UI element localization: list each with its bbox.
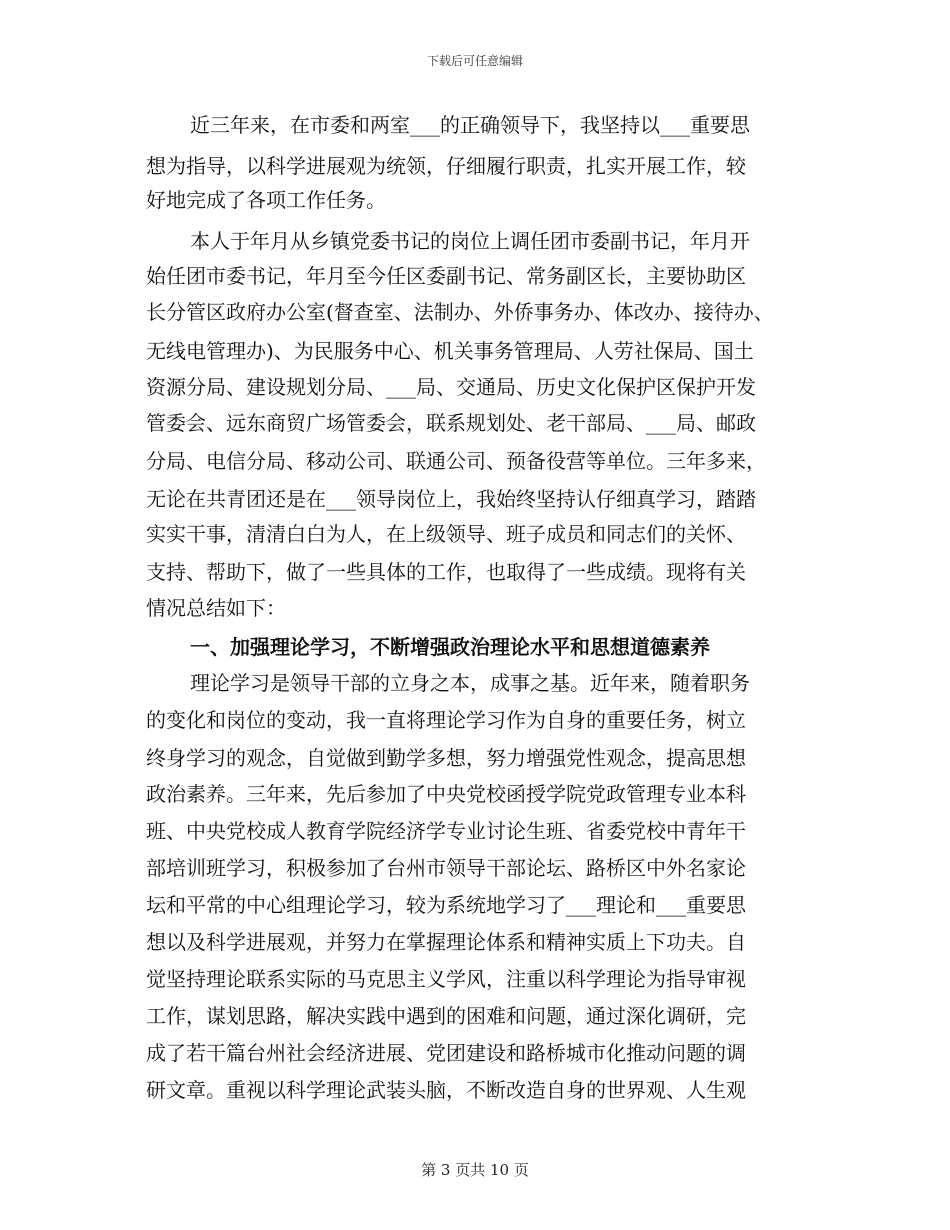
body-line: 终身学习的观念，自觉做到勤学多想，努力增强党性观念，提高思想: [146, 746, 746, 770]
body-line: 实实干事，清清白白为人，在上级领导、班子成员和同志们的关怀、: [146, 522, 746, 546]
body-line: 班、中央党校成人教育学院经济学专业讨论生班、省委党校中青年干: [146, 819, 746, 843]
body-line: 想为指导，以科学进展观为统领，仔细履行职责，扎实开展工作，较: [146, 154, 746, 178]
body-line: 部培训班学习，积极参加了台州市领导干部论坛、路桥区中外名家论: [146, 856, 746, 880]
body-line: 的变化和岗位的变动，我一直将理论学习作为自身的重要任务，树立: [146, 708, 746, 732]
body-line: 支持、帮助下，做了一些具体的工作，也取得了一些成绩。现将有关: [146, 560, 746, 584]
body-line: 分局、电信分局、移动公司、联通公司、预备役营等单位。三年多来，: [146, 449, 766, 473]
body-line: 好地完成了各项工作任务。: [146, 188, 386, 212]
body-line: 无线电管理办)、为民服务中心、机关事务管理局、人劳社保局、国土: [146, 339, 754, 363]
body-line: 工作，谋划思路，解决实践中遇到的困难和问题，通过深化调研，完: [146, 1004, 746, 1028]
body-line: 始任团市委书记，年月至今任区委副书记、常务副区长，主要协助区: [146, 264, 746, 288]
body-line: 政治素养。三年来，先后参加了中央党校函授学院党政管理专业本科: [146, 782, 746, 806]
body-line: 无论在共青团还是在___领导岗位上，我始终坚持认仔细真学习，踏踏: [146, 487, 756, 511]
body-line: 理论学习是领导干部的立身之本，成事之基。近年来，随着职务: [190, 671, 750, 695]
section-heading: 一、加强理论学习，不断增强政治理论水平和思想道德素养: [190, 635, 710, 659]
body-line: 管委会、远东商贸广场管委会，联系规划处、老干部局、___局、邮政: [146, 411, 756, 435]
body-line: 长分管区政府办公室(督查室、法制办、外侨事务办、体改办、接待办、: [146, 300, 774, 324]
body-line: 觉坚持理论联系实际的马克思主义学风，注重以科学理论为指导审视: [146, 967, 746, 991]
page-header: 下载后可任意编辑: [426, 54, 523, 68]
page-footer: 第 3 页共 10 页: [421, 1161, 529, 1179]
body-line: 坛和平常的中心组理论学习，较为系统地学习了___理论和___重要思: [146, 893, 746, 917]
body-line: 成了若干篇台州社会经济进展、党团建设和路桥城市化推动问题的调: [146, 1041, 746, 1065]
body-line: 想以及科学进展观，并努力在掌握理论体系和精神实质上下功夫。自: [146, 930, 746, 954]
body-line: 研文章。重视以科学理论武装头脑，不断改造自身的世界观、人生观: [146, 1078, 746, 1102]
body-line: 情况总结如下：: [146, 596, 286, 620]
body-line: 近三年来，在市委和两室___的正确领导下，我坚持以___重要思: [190, 113, 750, 137]
body-line: 资源分局、建设规划分局、___局、交通局、历史文化保护区保护开发: [146, 375, 756, 399]
body-line: 本人于年月从乡镇党委书记的岗位上调任团市委副书记，年月开: [190, 229, 750, 253]
